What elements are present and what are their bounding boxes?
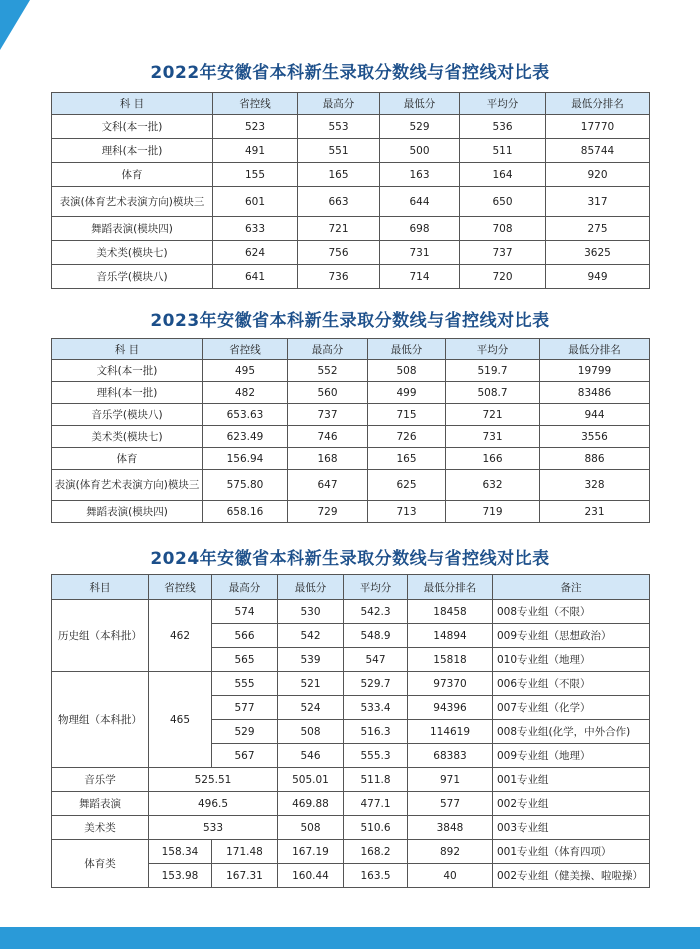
- note-cell: 009专业组（地理）: [493, 744, 650, 768]
- table-cell: 715: [368, 404, 446, 426]
- table-cell: 40: [408, 864, 493, 888]
- subject-cell: 美术类(模块七): [52, 426, 203, 448]
- table-cell: 167.19: [278, 840, 344, 864]
- table-cell: 165: [368, 448, 446, 470]
- table-row: [52, 672, 650, 696]
- header-cell: 备注: [493, 575, 650, 600]
- table-cell: 317: [546, 187, 650, 217]
- table-row: [52, 600, 650, 624]
- table-row: [52, 792, 650, 816]
- table-cell: 505.01: [278, 768, 344, 792]
- bottom-bar: [0, 927, 700, 949]
- table-cell: 746: [288, 426, 368, 448]
- note-cell: 009专业组（思想政治）: [493, 624, 650, 648]
- subject-cell: 美术类(模块七): [52, 241, 213, 265]
- subject-cell: 理科(本一批): [52, 139, 213, 163]
- table-cell: 508: [278, 720, 344, 744]
- table-cell: 171.48: [212, 840, 278, 864]
- table-cell: 275: [546, 217, 650, 241]
- table-2022: [51, 92, 650, 289]
- table-cell: 714: [380, 265, 460, 289]
- table-cell: 726: [368, 426, 446, 448]
- table-cell: 658.16: [203, 501, 288, 523]
- table-cell: 756: [298, 241, 380, 265]
- table-cell: 663: [298, 187, 380, 217]
- header-cell: 科 目: [52, 93, 213, 115]
- table-cell: 533: [149, 816, 278, 840]
- table-cell: 653.63: [203, 404, 288, 426]
- table-cell: 165: [298, 163, 380, 187]
- subject-cell: 音乐学(模块八): [52, 265, 213, 289]
- subject-cell: 舞蹈表演(模块四): [52, 501, 203, 523]
- header-cell: 科 目: [52, 339, 203, 360]
- table-row: [52, 840, 650, 864]
- table-row: [52, 217, 650, 241]
- header-cell: 最低分排名: [540, 339, 650, 360]
- subject-cell: 物理组（本科批）: [52, 672, 149, 768]
- table-cell: 542.3: [344, 600, 408, 624]
- header-cell: 省控线: [149, 575, 212, 600]
- header-cell: 省控线: [203, 339, 288, 360]
- table-cell: 539: [278, 648, 344, 672]
- table-cell: 565: [212, 648, 278, 672]
- table-cell: 633: [213, 217, 298, 241]
- table-cell: 94396: [408, 696, 493, 720]
- table-cell: 577: [212, 696, 278, 720]
- table-row: [52, 404, 650, 426]
- table-cell: 114619: [408, 720, 493, 744]
- subject-cell: 表演(体育艺术表演方向)模块三: [52, 470, 203, 501]
- header-cell: 省控线: [213, 93, 298, 115]
- table-cell: 632: [446, 470, 540, 501]
- control-line-cell: 465: [149, 672, 212, 768]
- table-cell: 737: [288, 404, 368, 426]
- table-cell: 551: [298, 139, 380, 163]
- table-cell: 698: [380, 217, 460, 241]
- subject-cell: 体育: [52, 163, 213, 187]
- table-cell: 495: [203, 360, 288, 382]
- table-cell: 160.44: [278, 864, 344, 888]
- header-cell: 科目: [52, 575, 149, 600]
- header-cell: 最低分: [368, 339, 446, 360]
- table-cell: 17770: [546, 115, 650, 139]
- table-cell: 511: [460, 139, 546, 163]
- table-cell: 548.9: [344, 624, 408, 648]
- table-cell: 737: [460, 241, 546, 265]
- table-cell: 720: [460, 265, 546, 289]
- table-cell: 650: [460, 187, 546, 217]
- subject-cell: 音乐学(模块八): [52, 404, 203, 426]
- note-cell: 003专业组: [493, 816, 650, 840]
- table-row: [52, 139, 650, 163]
- table-cell: 508: [368, 360, 446, 382]
- table-row: [52, 265, 650, 289]
- table-cell: 575.80: [203, 470, 288, 501]
- table-cell: 499: [368, 382, 446, 404]
- note-cell: 001专业组（体育四项）: [493, 840, 650, 864]
- table-cell: 566: [212, 624, 278, 648]
- table-cell: 477.1: [344, 792, 408, 816]
- table-cell: 533.4: [344, 696, 408, 720]
- table-cell: 510.6: [344, 816, 408, 840]
- table-cell: 530: [278, 600, 344, 624]
- table-cell: 14894: [408, 624, 493, 648]
- table-cell: 553: [298, 115, 380, 139]
- table-cell: 713: [368, 501, 446, 523]
- table-row: [52, 768, 650, 792]
- subject-cell: 表演(体育艺术表演方向)模块三: [52, 187, 213, 217]
- header-cell: 最低分排名: [546, 93, 650, 115]
- table-cell: 496.5: [149, 792, 278, 816]
- table-cell: 521: [278, 672, 344, 696]
- table-cell: 525.51: [149, 768, 278, 792]
- table-row: [52, 448, 650, 470]
- table-cell: 508.7: [446, 382, 540, 404]
- table-cell: 524: [278, 696, 344, 720]
- table-row: [52, 241, 650, 265]
- table-row: [52, 470, 650, 501]
- table-cell: 155: [213, 163, 298, 187]
- subject-cell: 历史组（本科批）: [52, 600, 149, 672]
- table-row: [52, 501, 650, 523]
- table-row: [52, 382, 650, 404]
- table-cell: 920: [546, 163, 650, 187]
- table-2023: [51, 338, 650, 523]
- header-cell: 平均分: [460, 93, 546, 115]
- table-cell: 19799: [540, 360, 650, 382]
- table-cell: 731: [446, 426, 540, 448]
- table-cell: 721: [298, 217, 380, 241]
- table-cell: 731: [380, 241, 460, 265]
- header-cell: 最低分: [380, 93, 460, 115]
- table-row: [52, 816, 650, 840]
- control-line-cell: 153.98: [149, 864, 212, 888]
- header-cell: 最高分: [288, 339, 368, 360]
- table-row: [52, 187, 650, 217]
- subject-cell: 美术类: [52, 816, 149, 840]
- subject-cell: 理科(本一批): [52, 382, 203, 404]
- table-cell: 85744: [546, 139, 650, 163]
- note-cell: 002专业组（健美操、啦啦操）: [493, 864, 650, 888]
- table-cell: 519.7: [446, 360, 540, 382]
- table-cell: 971: [408, 768, 493, 792]
- note-cell: 010专业组（地理）: [493, 648, 650, 672]
- table-cell: 516.3: [344, 720, 408, 744]
- subject-cell: 音乐学: [52, 768, 149, 792]
- table-cell: 560: [288, 382, 368, 404]
- table-cell: 625: [368, 470, 446, 501]
- table-cell: 231: [540, 501, 650, 523]
- table-cell: 3556: [540, 426, 650, 448]
- table-row: [52, 115, 650, 139]
- table-header-row: [52, 339, 650, 360]
- table-cell: 721: [446, 404, 540, 426]
- table-cell: 601: [213, 187, 298, 217]
- control-line-cell: 158.34: [149, 840, 212, 864]
- table-cell: 529: [380, 115, 460, 139]
- table-cell: 68383: [408, 744, 493, 768]
- table-cell: 18458: [408, 600, 493, 624]
- table-cell: 168.2: [344, 840, 408, 864]
- table-cell: 15818: [408, 648, 493, 672]
- table-cell: 166: [446, 448, 540, 470]
- table-2023-title: 2023年安徽省本科新生录取分数线与省控线对比表: [150, 311, 550, 331]
- subject-cell: 舞蹈表演(模块四): [52, 217, 213, 241]
- table-cell: 536: [460, 115, 546, 139]
- table-cell: 168: [288, 448, 368, 470]
- table-cell: 552: [288, 360, 368, 382]
- table-cell: 641: [213, 265, 298, 289]
- note-cell: 008专业组（不限）: [493, 600, 650, 624]
- table-cell: 886: [540, 448, 650, 470]
- table-cell: 328: [540, 470, 650, 501]
- table-cell: 547: [344, 648, 408, 672]
- table-cell: 164: [460, 163, 546, 187]
- header-cell: 最低分: [278, 575, 344, 600]
- table-2022-title: 2022年安徽省本科新生录取分数线与省控线对比表: [150, 63, 550, 83]
- table-cell: 577: [408, 792, 493, 816]
- table-row: [52, 163, 650, 187]
- table-cell: 156.94: [203, 448, 288, 470]
- table-header-row: [52, 575, 650, 600]
- table-cell: 529.7: [344, 672, 408, 696]
- table-cell: 944: [540, 404, 650, 426]
- header-cell: 最高分: [212, 575, 278, 600]
- table-cell: 508: [278, 816, 344, 840]
- table-cell: 83486: [540, 382, 650, 404]
- header-cell: 平均分: [344, 575, 408, 600]
- header-cell: 最低分排名: [408, 575, 493, 600]
- control-line-cell: 462: [149, 600, 212, 672]
- table-cell: 567: [212, 744, 278, 768]
- table-row: [52, 360, 650, 382]
- table-cell: 708: [460, 217, 546, 241]
- table-cell: 719: [446, 501, 540, 523]
- table-cell: 647: [288, 470, 368, 501]
- table-cell: 167.31: [212, 864, 278, 888]
- note-cell: 001专业组: [493, 768, 650, 792]
- table-cell: 624: [213, 241, 298, 265]
- subject-cell: 体育: [52, 448, 203, 470]
- table-cell: 523: [213, 115, 298, 139]
- table-cell: 3625: [546, 241, 650, 265]
- note-cell: 002专业组: [493, 792, 650, 816]
- note-cell: 007专业组（化学）: [493, 696, 650, 720]
- table-cell: 736: [298, 265, 380, 289]
- table-cell: 574: [212, 600, 278, 624]
- note-cell: 006专业组（不限）: [493, 672, 650, 696]
- table-cell: 163: [380, 163, 460, 187]
- corner-decoration: [0, 0, 30, 50]
- table-cell: 623.49: [203, 426, 288, 448]
- table-cell: 555.3: [344, 744, 408, 768]
- table-cell: 546: [278, 744, 344, 768]
- table-cell: 491: [213, 139, 298, 163]
- table-cell: 500: [380, 139, 460, 163]
- table-row: [52, 426, 650, 448]
- table-2024-title: 2024年安徽省本科新生录取分数线与省控线对比表: [150, 549, 550, 569]
- subject-cell: 舞蹈表演: [52, 792, 149, 816]
- table-cell: 949: [546, 265, 650, 289]
- note-cell: 008专业组(化学，中外合作): [493, 720, 650, 744]
- table-2024: [51, 574, 650, 888]
- header-cell: 最高分: [298, 93, 380, 115]
- table-cell: 644: [380, 187, 460, 217]
- subject-cell: 体育类: [52, 840, 149, 888]
- table-cell: 729: [288, 501, 368, 523]
- header-cell: 平均分: [446, 339, 540, 360]
- table-cell: 482: [203, 382, 288, 404]
- table-cell: 892: [408, 840, 493, 864]
- table-cell: 529: [212, 720, 278, 744]
- table-cell: 542: [278, 624, 344, 648]
- subject-cell: 文科(本一批): [52, 360, 203, 382]
- table-cell: 97370: [408, 672, 493, 696]
- table-cell: 163.5: [344, 864, 408, 888]
- table-cell: 511.8: [344, 768, 408, 792]
- subject-cell: 文科(本一批): [52, 115, 213, 139]
- table-cell: 469.88: [278, 792, 344, 816]
- table-cell: 555: [212, 672, 278, 696]
- table-header-row: [52, 93, 650, 115]
- table-cell: 3848: [408, 816, 493, 840]
